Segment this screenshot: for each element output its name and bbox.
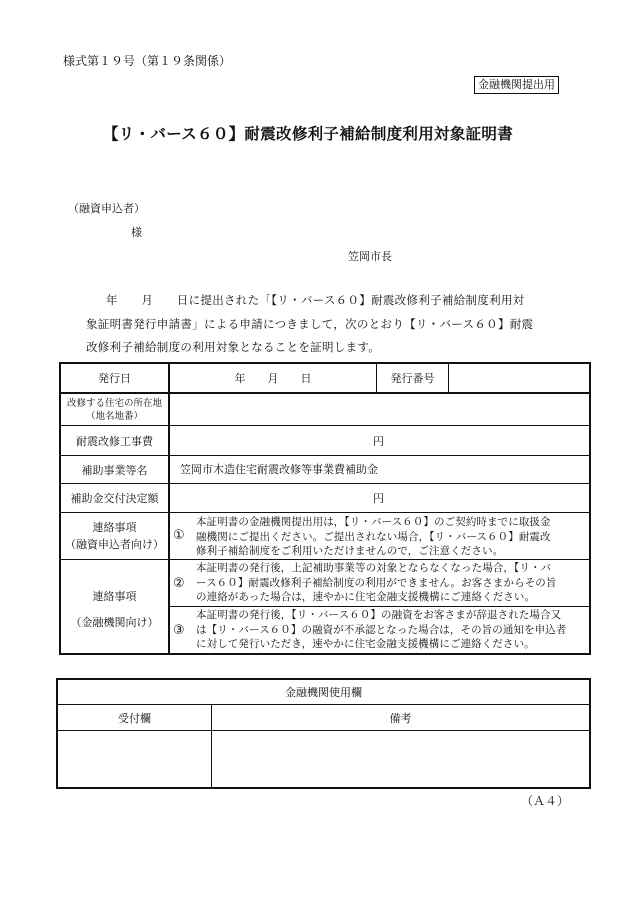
issue-number-field[interactable]: [449, 364, 587, 392]
note-line: 修利子補給制度をご利用いただけませんので，ご注意ください。: [196, 545, 504, 557]
note-line: は【リ・バース６０】の融資が不承認となった場合は，その旨の通知を申込者: [196, 623, 567, 636]
note-line: ース６０】耐震改修利子補給制度の利用ができません。お客さまからその旨: [196, 576, 557, 589]
address-label-main: 改修する住宅の所在地: [66, 397, 162, 409]
certification-line: 年 月 日に提出された「【リ・バース６０】耐震改修利子補給制度利用対: [106, 293, 525, 307]
note-2-mark: ②: [173, 576, 185, 591]
certificate-table: [59, 362, 589, 653]
note-line: の連絡があった場合は，速やかに住宅金融支援機構にご連絡ください。: [196, 591, 536, 603]
contact-bank-audience: （金融機関向け）: [70, 616, 159, 629]
issue-number-label: 発行番号: [390, 372, 435, 385]
certification-line: 改修利子補給制度の利用対象となることを証明します。: [86, 340, 381, 354]
certification-text: [86, 289, 606, 360]
note-line: 本証明書の発行後，上記補助事業等の対象とならなくなった場合，【リ・バ: [196, 562, 552, 574]
note-1-mark: ①: [173, 528, 185, 543]
contact-applicant-title: 連絡事項: [92, 521, 137, 534]
note-1-text: [196, 515, 586, 559]
note-3-mark: ③: [173, 623, 185, 638]
remarks-label: 備考: [389, 711, 412, 725]
form-number: 様式第１９号（第１９条関係）: [63, 54, 232, 68]
note-3-text: [196, 608, 586, 652]
issue-date-label: 発行日: [98, 372, 131, 385]
address-label: [61, 394, 168, 425]
bank-use-title: 金融機関使用欄: [285, 686, 362, 699]
address-field[interactable]: [170, 394, 587, 425]
contact-applicant-label: [61, 513, 168, 559]
note-line: に対して発行いただき，速やかに住宅金融支援機構にご連絡ください。: [196, 638, 535, 650]
contact-applicant-audience: （融資申込者向け）: [65, 538, 164, 551]
grant-unit[interactable]: 円: [373, 492, 384, 505]
issue-date-value[interactable]: 年 月 日: [234, 372, 312, 385]
grant-label: 補助金交付決定額: [70, 492, 159, 505]
issuer: 笠岡市長: [348, 250, 392, 263]
note-2-text: [196, 561, 586, 605]
reception-label: 受付欄: [118, 711, 151, 725]
certification-line: 象証明書発行申請書」による申請につきまして，次のとおり【リ・バース６０】耐震: [86, 316, 534, 331]
cost-unit[interactable]: 円: [373, 434, 384, 448]
applicant-label: （融資申込者）: [68, 202, 145, 215]
program-label: 補助事業等名: [81, 463, 148, 477]
reception-field[interactable]: [58, 731, 211, 786]
submission-badge: 金融機関提出用: [474, 76, 559, 94]
cost-label: 耐震改修工事費: [76, 434, 153, 448]
address-label-sub: （地名地番）: [85, 410, 143, 422]
page-title: 【リ・バース６０】耐震改修利子補給制度利用対象証明書: [103, 125, 514, 143]
program-value: 笠岡市木造住宅耐震改修等事業費補助金: [180, 463, 378, 476]
paper-size: （Ａ４）: [521, 794, 570, 808]
note-line: 本証明書の金融機関提出用は，【リ・バース６０】のご契約時までに取扱金: [196, 516, 551, 528]
note-line: 本証明書の発行後，【リ・バース６０】の融資をお客さまが辞退された場合又: [196, 609, 562, 621]
contact-bank-title: 連絡事項: [92, 590, 137, 603]
remarks-field[interactable]: [212, 731, 589, 786]
note-line: 融機関にご提出ください。ご提出されない場合，【リ・バース６０】耐震改: [196, 530, 551, 543]
bank-use-table: [56, 678, 591, 789]
honorific: 様: [131, 226, 142, 239]
